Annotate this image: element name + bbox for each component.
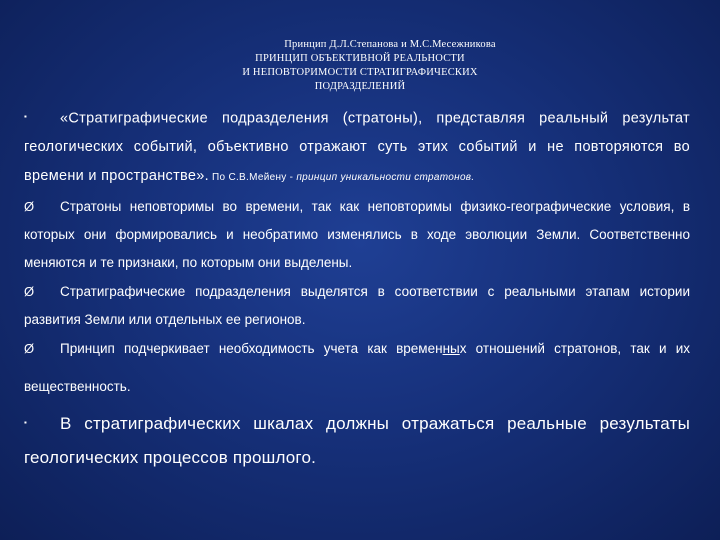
real-stages-text: Стратиграфические подразделения выделятся в соответствии с реальными этапам истории развития Земли или отдельных ее регионов. bbox=[24, 284, 690, 328]
arrow-bullet-icon: Ø bbox=[24, 199, 35, 215]
reference-italic: принцип уникальности стратонов. bbox=[296, 172, 475, 184]
uniqueness-text: Стратоны неповторимы во времени, так как неповторимы физико-географические условия, в которых они формировались и необратимо изменялись в ходе эволюции Земли. Соответственно меняются и те признаки, по которым они выделены. bbox=[24, 199, 690, 271]
title-line-4: ПОДРАЗДЕЛЕНИЙ bbox=[314, 81, 406, 92]
title-authors: Принцип Д.Л.Степанова и М.С.Месежникова bbox=[284, 39, 496, 50]
quote-reference: По С.В.Мейену - принцип уникальности стратонов. bbox=[208, 172, 475, 184]
paragraph-time-relations: Ø Принцип подчеркивает необходимость учета как временных отношений стратонов, так и их вещественность. bbox=[24, 330, 690, 406]
scales-text: В стратиграфических шкалах должны отражаться реальные результаты геологических процессов прошлого. bbox=[24, 414, 690, 468]
arrow-bullet-icon: Ø bbox=[24, 341, 35, 357]
underlined-fragment: ны bbox=[442, 341, 460, 357]
title-line-3: И НЕПОВТОРИМОСТИ СТРАТИГРАФИЧЕСКИХ bbox=[242, 67, 478, 78]
paragraph-uniqueness-in-time bbox=[24, 193, 690, 277]
slide-title bbox=[0, 38, 720, 94]
paragraph-real-stages bbox=[24, 278, 690, 334]
quote-text: «Стратиграфические подразделения (стратоны), представляя реальный результат геологических событий, объективно отражают суть этих событий и не повторяются во времени и пространстве». bbox=[24, 110, 690, 185]
title-line-2: ПРИНЦИП ОБЪЕКТИВНОЙ РЕАЛЬНОСТИ bbox=[255, 53, 465, 64]
paragraph-scales bbox=[24, 407, 690, 474]
paragraph-quote bbox=[24, 104, 690, 192]
square-bullet-icon: ▪ bbox=[24, 112, 28, 121]
arrow-bullet-icon: Ø bbox=[24, 284, 35, 300]
square-bullet-icon: ▪ bbox=[24, 418, 28, 428]
slide-content bbox=[24, 104, 690, 474]
